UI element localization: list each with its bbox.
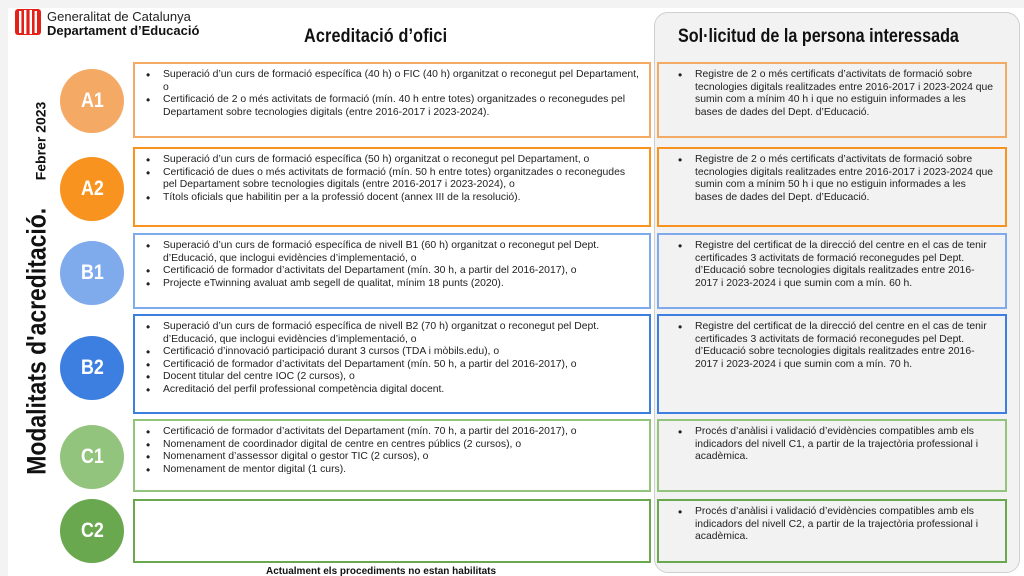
sollicitud-list [659, 235, 1005, 290]
ofici-box-a2 [133, 147, 651, 227]
level-code: C1 [80, 445, 104, 468]
ofici-item: • Certificació de 2 o més activitats de formació (mín. 40 h entre totes) organitzades o reconegudes pel Departament sobre tecnologies digitals (entre 2016-2017 i 2023-2024). [163, 94, 639, 119]
ofici-item: • Superació d’un curs de formació específica (50 h) organitzat o reconegut pel Departament, o [163, 154, 639, 167]
ofici-item: • Certificació de dues o més activitats de formació (mín. 50 h entre totes) organitzades o reconegudes pel Departament sobre tecnologies digitals (entre 2016-2017 i 2023-2024), o [163, 167, 639, 192]
level-badge-b1 [60, 241, 124, 305]
org-line-2: Departament d’Educació [47, 23, 200, 38]
ofici-list [135, 64, 649, 119]
level-code: C2 [80, 519, 104, 542]
sollicitud-item: • Registre del certificat de la direcció del centre en el cas de tenir certificades 3 activitats de formació reconegudes pel Dept. d’Educació sobre tecnologies digitals realitzades entre 2016-2017 i 2023-2024 i que sumin com a mín. 60 h. [695, 240, 995, 290]
sollicitud-box-b1 [657, 233, 1007, 309]
sollicitud-list [659, 64, 1005, 119]
level-code: B2 [80, 356, 104, 379]
sollicitud-list [659, 421, 1005, 464]
column-title-sollicitud: Sol·licitud de la persona interessada [678, 26, 959, 47]
sollicitud-box-a1 [657, 62, 1007, 138]
sollicitud-item: • Registre del certificat de la direcció del centre en el cas de tenir certificades 3 activitats de formació reconegudes pel Dept. d’Educació sobre tecnologies digitals realitzades entre 2016-2017 i 2023-2024 i que sumin com a mín. 70 h. [695, 321, 995, 371]
ofici-list [135, 421, 649, 476]
ofici-item: • Docent titular del centre IOC (2 cursos), o [163, 371, 639, 384]
ofici-box-c2 [133, 499, 651, 563]
footer-note: Actualment els procediments no estan habilitats [266, 566, 497, 576]
ofici-item: • Superació d’un curs de formació específica (40 h) o FIC (40 h) organitzat o reconegut pel Departament, o [163, 69, 639, 94]
ofici-item: • Projecte eTwinning avaluat amb segell de qualitat, mínim 18 punts (2020). [163, 278, 639, 291]
ofici-item: • Nomenament d’assessor digital o gestor TIC (2 cursos), o [163, 451, 639, 464]
ofici-box-b1 [133, 233, 651, 309]
ofici-item: • Nomenament de mentor digital (1 curs). [163, 464, 639, 477]
sollicitud-list [659, 316, 1005, 371]
ofici-list [135, 316, 649, 397]
level-badge-a2 [60, 157, 124, 221]
level-code: A2 [80, 177, 104, 200]
side-title-main: Modalitats d'acreditació. [21, 207, 52, 475]
sollicitud-box-c2 [657, 499, 1007, 563]
ofici-list [135, 235, 649, 290]
side-title-date: Febrer 2023 [32, 101, 49, 181]
ofici-item: • Certificació de formador d’activitats del Departament (mín. 50 h, a partir del 2016-2017), o [163, 359, 639, 372]
level-badge-c1 [60, 425, 124, 489]
ofici-item: • Nomenament de coordinador digital de centre en centres públics (2 cursos), o [163, 439, 639, 452]
ofici-item: • Certificació de formador d’activitats del Departament (mín. 70 h, a partir del 2016-2017), o [163, 426, 639, 439]
side-title [22, 102, 53, 499]
sollicitud-item: • Procés d’anàlisi i validació d’evidències compatibles amb els indicadors del nivell C1, a partir de la trajectòria professional i acadèmica. [695, 426, 995, 464]
ofici-box-b2 [133, 314, 651, 414]
ofici-box-a1 [133, 62, 651, 138]
ofici-list [135, 501, 649, 506]
level-badge-a1 [60, 69, 124, 133]
level-code: B1 [80, 261, 104, 284]
level-code: A1 [80, 89, 104, 112]
ofici-item: • Certificació d’innovació participació durant 3 cursos (TDA i mòbils.edu), o [163, 346, 639, 359]
org-line-1: Generalitat de Catalunya [47, 9, 191, 24]
ofici-item: • Superació d’un curs de formació específica de nivell B2 (70 h) organitzat o reconegut pel Dept. d’Educació, que inclogui evidències d’implementació, o [163, 321, 639, 346]
ofici-item: • Certificació de formador d’activitats del Departament (mín. 30 h, a partir del 2016-2017), o [163, 265, 639, 278]
sollicitud-item: • Registre de 2 o més certificats d’activitats de formació sobre tecnologies digitals realitzades entre 2016-2017 i 2023-2024 que sumin com a mínim 50 h i que no estiguin informades a les bases de dades del Dept. d’Educació. [695, 154, 995, 204]
ofici-item: • Acreditació del perfil professional competència digital docent. [163, 384, 639, 397]
ofici-list [135, 149, 649, 204]
ofici-item: • Títols oficials que habilitin per a la professió docent (annex III de la resolució). [163, 192, 639, 205]
sollicitud-box-c1 [657, 419, 1007, 492]
column-title-ofici: Acreditació d’ofici [304, 26, 448, 47]
sollicitud-list [659, 501, 1005, 544]
organization-name [47, 10, 199, 38]
sollicitud-list [659, 149, 1005, 204]
sollicitud-box-b2 [657, 314, 1007, 414]
senyera-logo-icon [15, 9, 41, 35]
sollicitud-item: • Procés d’anàlisi i validació d’evidències compatibles amb els indicadors del nivell C2, a partir de la trajectòria professional i acadèmica. [695, 506, 995, 544]
level-badge-c2 [60, 499, 124, 563]
level-badge-b2 [60, 336, 124, 400]
sollicitud-box-a2 [657, 147, 1007, 227]
ofici-item: • Superació d’un curs de formació específica de nivell B1 (60 h) organitzat o reconegut pel Dept. d’Educació, que inclogui evidències d’implementació, o [163, 240, 639, 265]
ofici-box-c1 [133, 419, 651, 492]
sollicitud-item: • Registre de 2 o més certificats d’activitats de formació sobre tecnologies digitals realitzades entre 2016-2017 i 2023-2024 que sumin com a mínim 40 h i que no estiguin informades a les bases de dades del Dept. d’Educació. [695, 69, 995, 119]
